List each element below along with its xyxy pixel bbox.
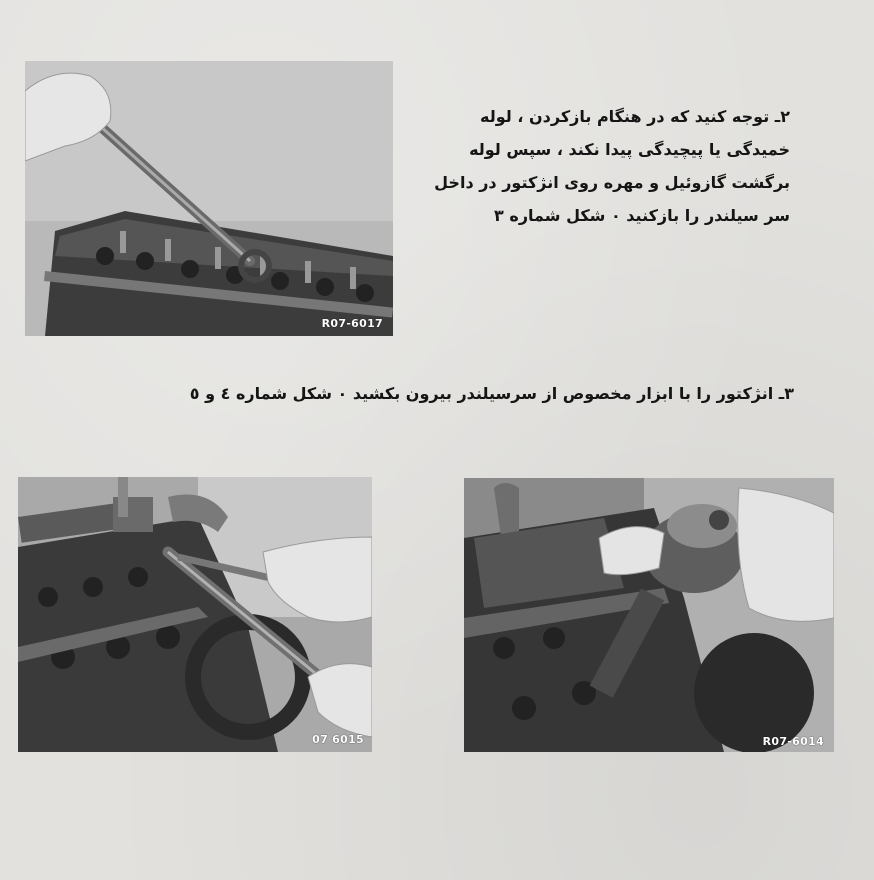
step-2-line: برگشت گازوئیل و مهره روی انژکتور در داخل — [434, 173, 790, 192]
step-3-paragraph: ۳ـ انژکتور را با ابزار مخصوص از سرسیلندر بیرون بکشید ۰ شکل شماره ٤ و ٥ — [189, 384, 794, 403]
step-2-line: ۲ـ توجه کنید که در هنگام بازکردن ، لوله — [480, 107, 790, 126]
figure-5-photo — [464, 478, 834, 752]
figure-5-caption: R07-6014 — [762, 735, 824, 748]
step-2-paragraph — [420, 100, 790, 232]
figure-4-caption: 07 6015 — [312, 733, 364, 746]
injector-puller-tool-image — [464, 478, 834, 752]
figure-3-photo — [25, 61, 393, 336]
injector-line-wrench-image — [18, 477, 372, 752]
step-2-line: سر سیلندر را بازکنید ۰ شکل شماره ۳ — [494, 206, 790, 225]
step-2-line: خمیدگی یا پیچیدگی پیدا نکند ، سپس لوله — [469, 140, 790, 159]
cylinder-head-wrench-image — [25, 61, 393, 336]
figure-4-photo — [18, 477, 372, 752]
figure-3-caption: R07-6017 — [321, 317, 383, 330]
